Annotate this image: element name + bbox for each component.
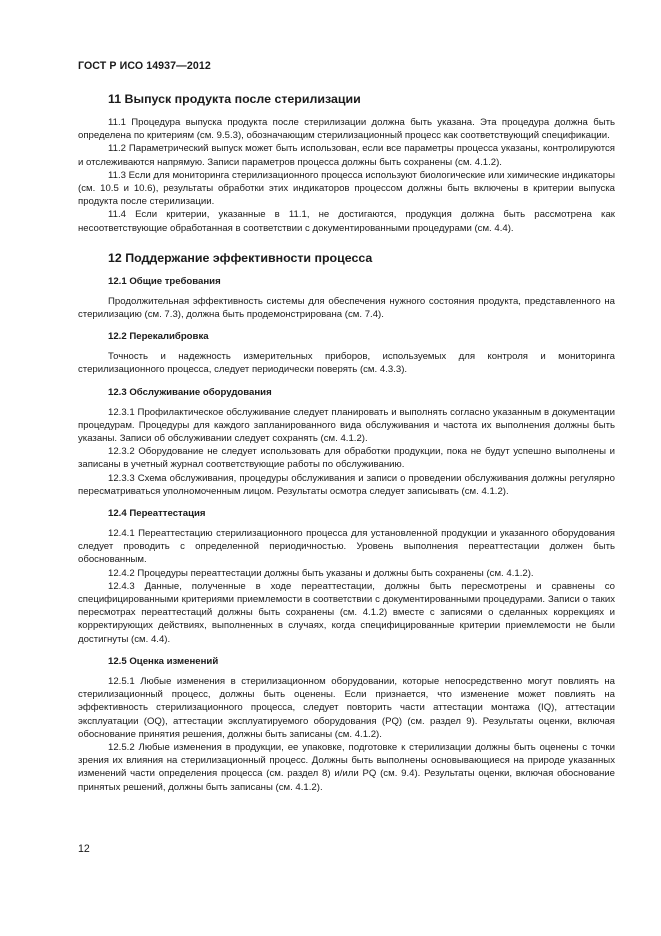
paragraph-12-3-2: 12.3.2 Оборудование не следует использовать для обработки продукции, пока не будут успешно выполнены и записаны в учетный журнал соответствующие работы по обслуживанию.: [78, 446, 615, 471]
subsection-12-1-title: 12.1 Общие требования: [108, 275, 221, 287]
page-number: 12: [78, 843, 90, 855]
paragraph-12-4-1: 12.4.1 Переаттестацию стерилизационного процесса для установленной продукции и указанного оборудования следует проводить с определенной периодичностью. Уровень выполнения переаттестации должен быть обоснованным.: [78, 528, 615, 566]
subsection-12-3-title: 12.3 Обслуживание оборудования: [108, 386, 272, 398]
paragraph-12-1: Продолжительная эффективность системы для обеспечения нужного состояния продукта, представленного на стерилизацию (см. 7.3), должна быть продемонстрирована (см. 7.4).: [78, 295, 615, 321]
paragraph-11-3: 11.3 Если для мониторинга стерилизационного процесса используют биологические или химические индикаторы (см. 10.5 и 10.6), результаты обработки этих индикаторов процессом должны быть включены в критерии выпуска продукта после стерилизации.: [78, 169, 615, 208]
paragraph-12-4-2: 12.4.2 Процедуры переаттестации должны быть указаны и должны быть сохранены (см. 4.1.2).: [108, 567, 534, 579]
paragraph-11-1: 11.1 Процедура выпуска продукта после стерилизации должна быть указана. Эта процедура должна быть определена по критериям (см. 9.5.3), обозначающим стерилизационный процесс как соответствующий спецификации.: [78, 117, 615, 142]
paragraph-12-3-3: 12.3.3 Схема обслуживания, процедуры обслуживания и записи о проведении обслуживания должны регулярно пересматриваться уполномоченным лицом. Результаты осмотра следует записывать (см. 4.1.2).: [78, 472, 615, 497]
subsection-12-5-title: 12.5 Оценка изменений: [108, 655, 219, 667]
page-content: [78, 88, 615, 794]
paragraph-11-4: 11.4 Если критерии, указанные в 11.1, не достигаются, продукция должна быть рассмотрена как несоответствующие обработанная в соответствии с документированными процедурами (см. 4.4).: [78, 209, 615, 234]
subsection-12-2-title: 12.2 Перекалибровка: [108, 331, 209, 343]
running-header: ГОСТ Р ИСО 14937—2012: [78, 60, 211, 72]
paragraph-11-2: 11.2 Параметрический выпуск может быть использован, если все параметры процесса указаны, контролируются и отслеживаются напрямую. Записи параметров процесса должны быть сохранены (см. 4.1.2).: [78, 143, 615, 168]
section-12-title: 12 Поддержание эффективности процесса: [108, 250, 373, 265]
paragraph-12-4-3: 12.4.3 Данные, полученные в ходе переаттестации, должны быть пересмотрены и сравнены со специфицированными критериями приемлемости в соответствии с документированными процедурами. Записи о таких пересмотрах переаттестаций должны быть сохранены (см. 4.1.2) вместе с записями о сделанных коррекциях и корректирующих действиях, выполненных в случаях, когда специфицированные критерии приемлемости не были достигнуты (см. 4.4).: [78, 580, 615, 645]
subsection-12-4-title: 12.4 Переаттестация: [108, 508, 206, 520]
paragraph-12-2: Точность и надежность измерительных приборов, используемых для контроля и мониторинга стерилизационного процесса, следует периодически поверять (см. 4.3.3).: [78, 351, 615, 376]
paragraph-12-5-2: 12.5.2 Любые изменения в продукции, ее упаковке, подготовке к стерилизации должны быть оценены с точки зрения их влияния на стерилизационный процесс. Должны быть выполнены основывающиеся на природе указанных изменений части определения процесса (см. раздел 8) и/или PQ (см. 9.4). Результаты оценки, включая обоснование принятых решений, должны быть записаны (см. 4.1.2).: [78, 741, 615, 793]
paragraph-12-3-1: 12.3.1 Профилактическое обслуживание следует планировать и выполнять согласно указанным в документации процедурам. Процедуры для каждого запланированного вида обслуживания и частота их выполнения должны быть указаны. Записи об обслуживании следует сохранять (см. 4.1.2).: [78, 406, 615, 445]
paragraph-12-5-1: 12.5.1 Любые изменения в стерилизационном оборудовании, которые непосредственно могут повлиять на стерилизационный процесс, должны быть оценены. Если признается, что изменение может повлиять на эффективность стерилизационного процесса, следует повторить части аттестации монтажа (IQ), аттестации эксплуатации (OQ), аттестации эксплуатируемого оборудования (PQ) (см. раздел 9). Результаты оценки, включая обоснование принятия решения, должны быть записаны (см. 4.1.2).: [78, 675, 615, 740]
section-11-title: 11 Выпуск продукта после стерилизации: [108, 92, 361, 106]
